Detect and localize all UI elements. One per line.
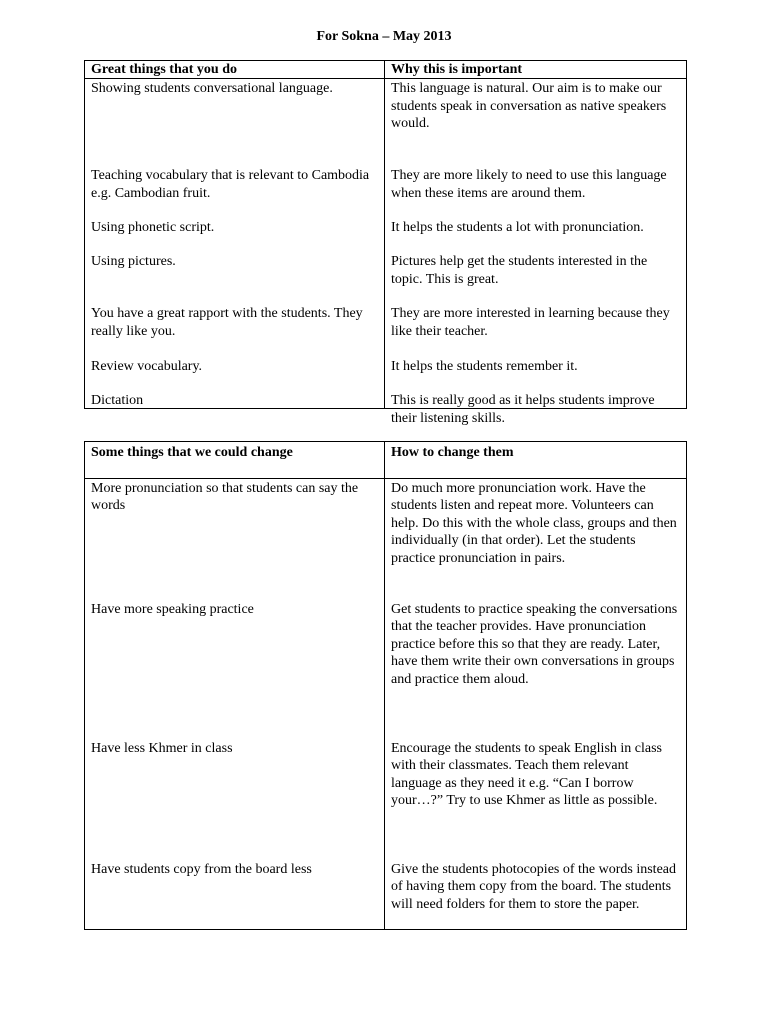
list-item: Have students copy from the board less <box>91 862 312 877</box>
right-column-cell <box>385 479 687 930</box>
list-item: This is really good as it helps students improve their listening skills. <box>391 393 655 426</box>
list-item: Teaching vocabulary that is relevant to Cambodia e.g. Cambodian fruit. <box>91 168 370 201</box>
list-item: More pronunciation so that students can say the words <box>91 481 359 514</box>
table-body-row <box>85 479 687 930</box>
great-things-table <box>84 60 687 426</box>
list-item: Showing students conversational language. <box>91 81 333 97</box>
list-item: You have a great rapport with the students. They really like you. <box>91 306 363 339</box>
column-header: Some things that we could change <box>85 442 385 479</box>
list-item: Get students to practice speaking the conversations that the teacher provides. Have pronunciation practice before this so that they are ready. Later, have them write their own conversations in groups and practice them aloud. <box>391 602 678 687</box>
page-title: For Sokna – May 2013 <box>316 29 452 44</box>
table-header-row <box>85 61 687 79</box>
list-item: Do much more pronunciation work. Have the students listen and repeat more. Volunteers can help. Do this with the whole class, groups and then individually (in that order). Let the students practice pronunciation in pairs. <box>391 481 677 566</box>
table-header-row <box>85 442 687 479</box>
list-item: Pictures help get the students interested in the topic. This is great. <box>391 254 648 287</box>
list-item: Review vocabulary. <box>91 359 203 375</box>
list-item: They are more interested in learning because they like their teacher. <box>391 306 670 339</box>
list-item: Have more speaking practice <box>91 602 254 617</box>
list-item: Using pictures. <box>91 254 176 270</box>
left-column-cell <box>85 479 385 930</box>
list-item: It helps the students remember it. <box>391 359 578 375</box>
table-body-row <box>85 79 687 409</box>
right-column-cell <box>385 79 687 426</box>
list-item: It helps the students a lot with pronunciation. <box>391 220 644 236</box>
list-item: Have less Khmer in class <box>91 741 233 756</box>
column-header: Great things that you do <box>85 61 385 79</box>
things-to-change-table <box>84 441 687 930</box>
list-item: This language is natural. Our aim is to make our students speak in conversation as native speakers would. <box>391 81 667 132</box>
list-item: They are more likely to need to use this language when these items are around them. <box>391 168 667 201</box>
list-item: Using phonetic script. <box>91 220 215 236</box>
list-item: Encourage the students to speak English in class with their classmates. Teach them relevant language as they need it e.g. “Can I borrow your…?” Try to use Khmer as little as possible. <box>391 741 662 809</box>
list-item: Dictation <box>91 393 144 409</box>
list-item: Give the students photocopies of the words instead of having them copy from the board. The students will need folders for them to store the paper. <box>391 862 677 912</box>
column-header: How to change them <box>385 442 687 479</box>
column-header: Why this is important <box>385 61 687 79</box>
left-column-cell <box>85 79 385 409</box>
